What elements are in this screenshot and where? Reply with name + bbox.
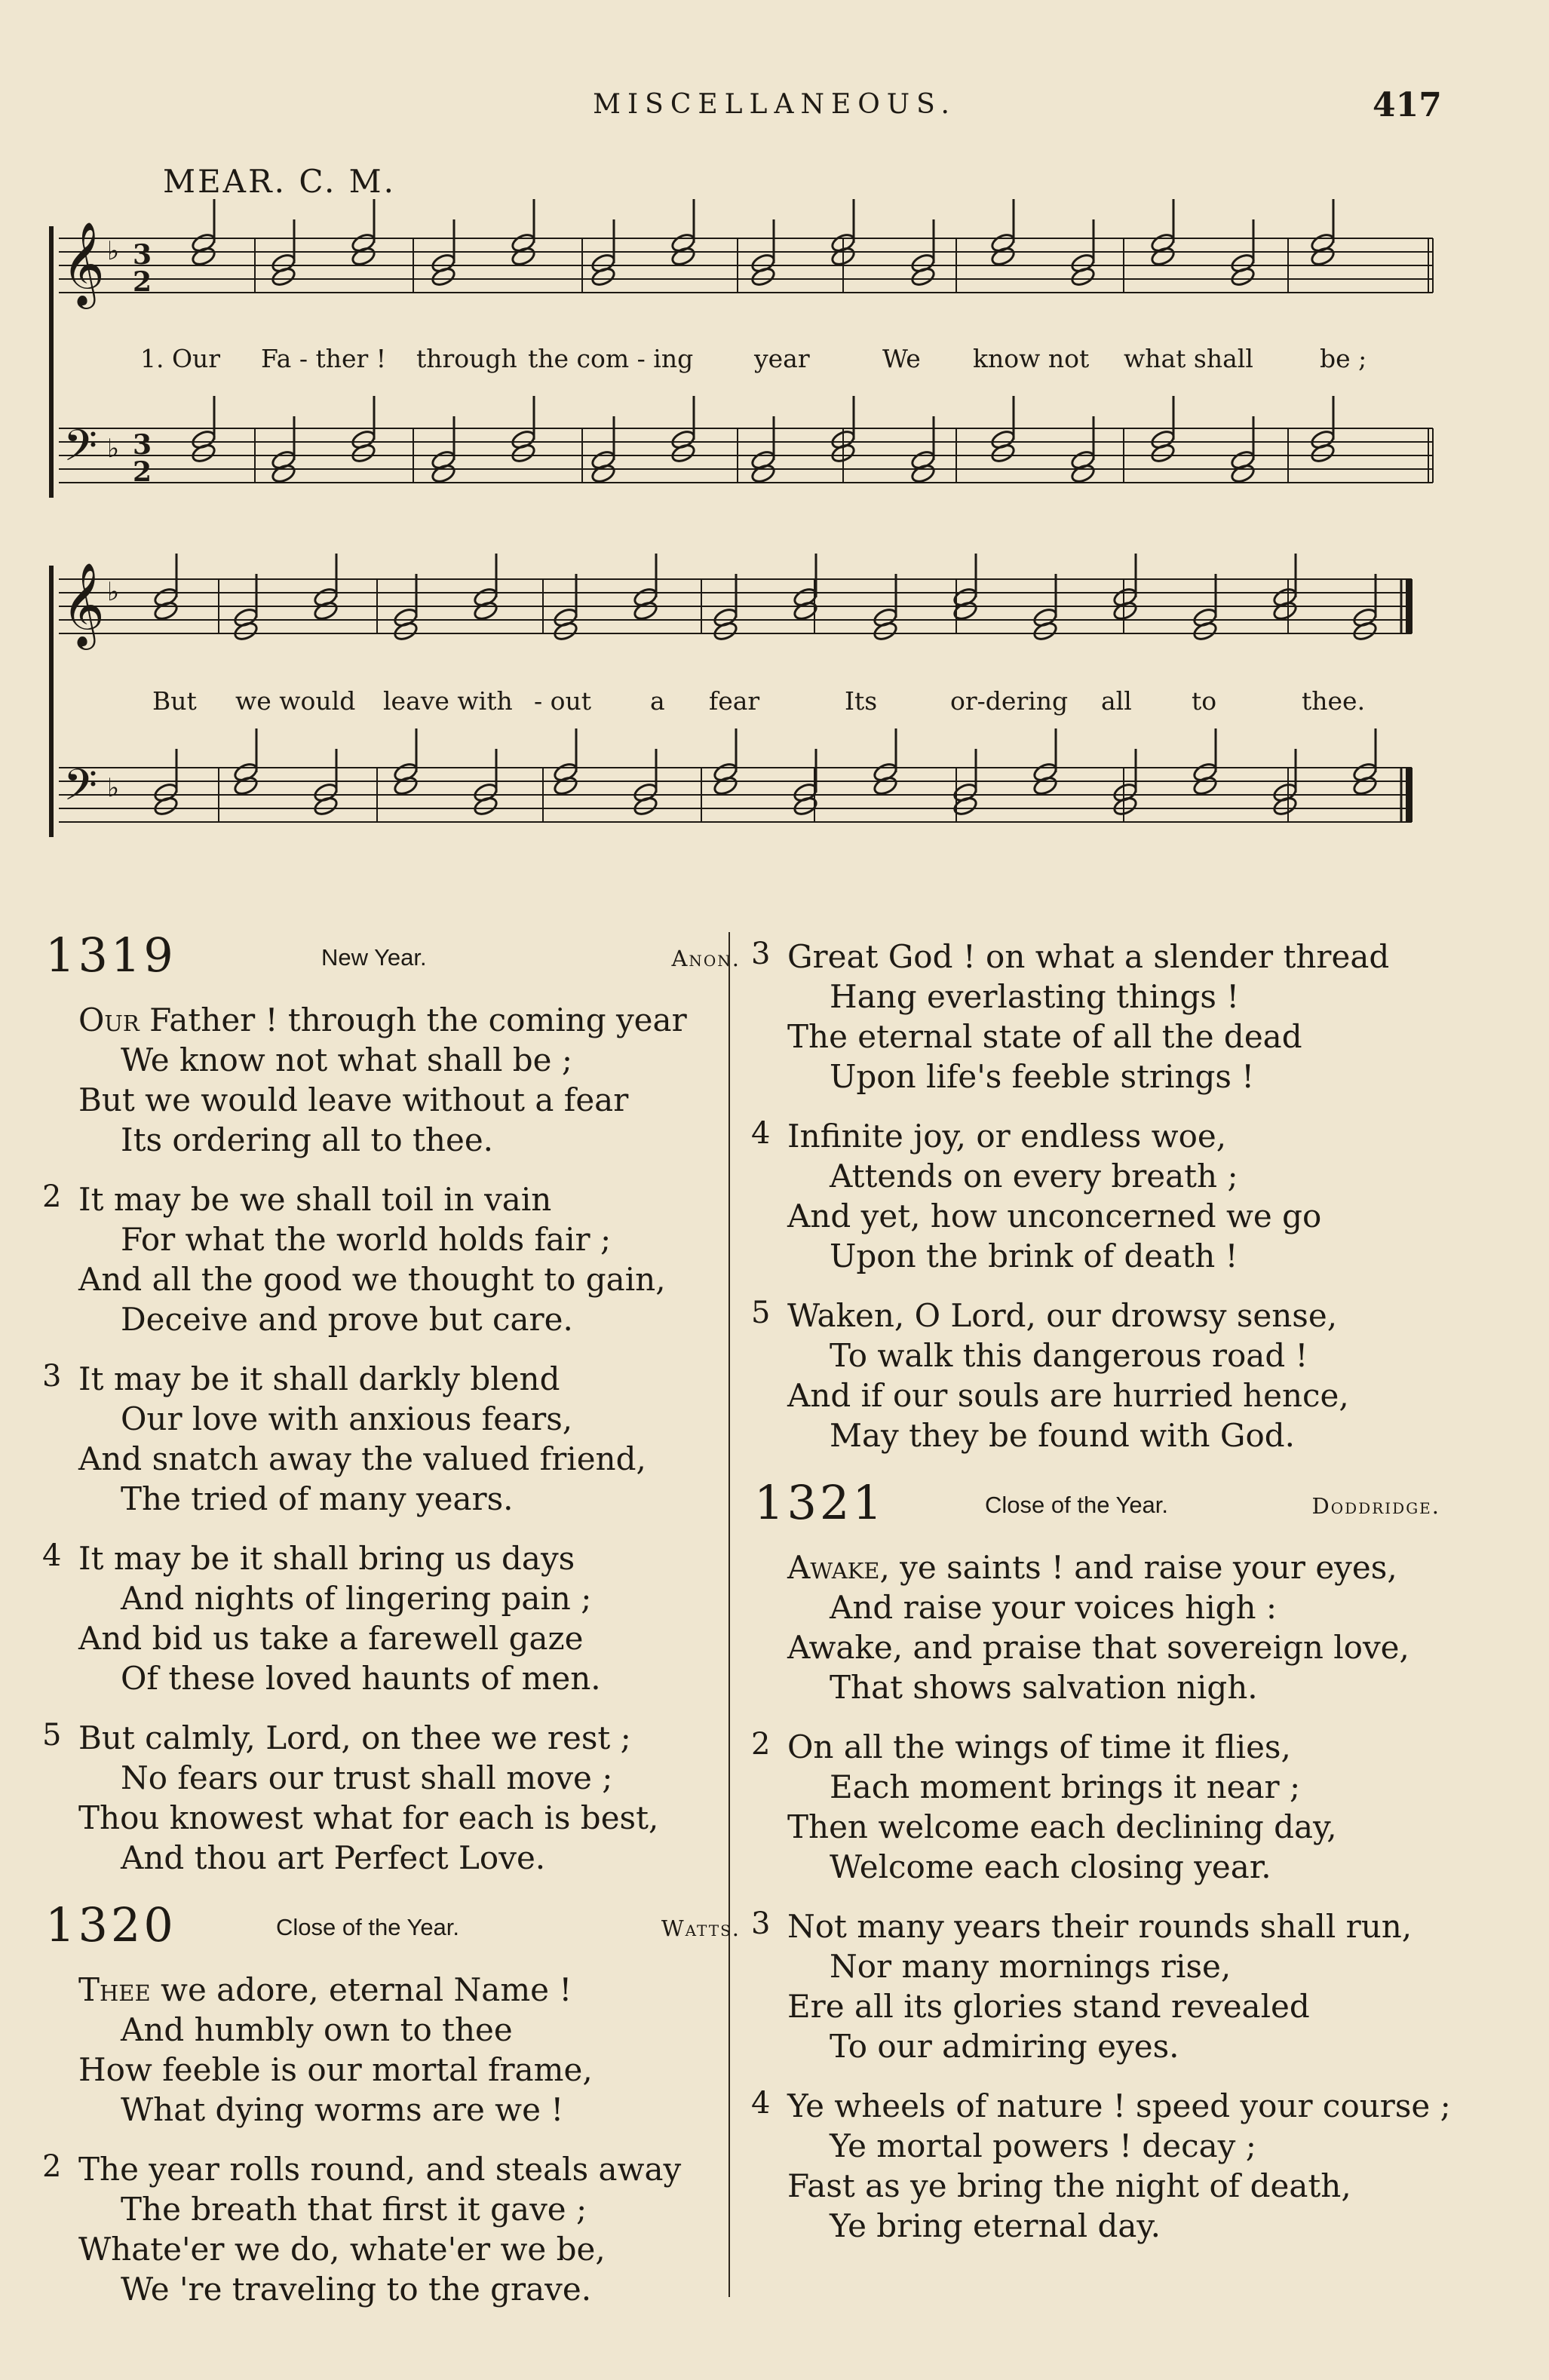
verse-line: For what the world holds fair ;: [121, 1221, 612, 1258]
verse-line: And thou art Perfect Love.: [121, 1839, 546, 1876]
verse-line: Upon life's feeble strings !: [830, 1058, 1255, 1095]
verse-line: Upon the brink of death !: [830, 1238, 1238, 1274]
time-signature-bottom: 2: [133, 456, 152, 488]
lyric-syllable: to: [1192, 686, 1217, 716]
verse-line: Its ordering all to thee.: [121, 1121, 494, 1158]
verse-line: We 're traveling to the grave.: [121, 2271, 592, 2308]
verse-line: The eternal state of all the dead: [787, 1018, 1302, 1055]
lyric-syllable: Fa - ther !: [261, 344, 387, 373]
lyric-syllable: through: [416, 344, 517, 373]
lyric-syllable: leave with: [383, 686, 513, 716]
lyric-syllable: or-dering: [950, 686, 1069, 716]
verse-line: Awake, ye saints ! and raise your eyes,: [787, 1549, 1397, 1586]
verse-line: But calmly, Lord, on thee we rest ;: [78, 1719, 631, 1756]
stanza-number: 4: [751, 1116, 771, 1151]
stanza-number: 5: [42, 1718, 62, 1753]
verse-line: Fast as ye bring the night of death,: [787, 2167, 1351, 2204]
lyric-syllable: thee.: [1302, 686, 1366, 716]
hymn-occasion: Close of the Year.: [985, 1492, 1169, 1518]
stanza: [751, 1906, 1460, 2066]
verse-line: What dying worms are we !: [121, 2091, 564, 2128]
stanza: [42, 1538, 751, 1698]
time-signature-bottom: 2: [133, 266, 152, 298]
verse-line: That shows salvation nigh.: [830, 1669, 1258, 1706]
stanza-number: 4: [42, 1538, 62, 1573]
stanza-number: 2: [751, 1727, 771, 1762]
verse-line: And humbly own to thee: [121, 2011, 513, 2048]
hymn-1320-continued: [751, 937, 1460, 1455]
verse-line: And if our souls are hurried hence,: [787, 1377, 1349, 1414]
verse-line: The tried of many years.: [121, 1480, 514, 1517]
right-column: [751, 937, 1460, 2265]
first-word: Thee: [78, 1971, 151, 2008]
verse-line: And nights of lingering pain ;: [121, 1580, 592, 1617]
verse-line: To walk this dangerous road !: [830, 1337, 1308, 1374]
first-word: Our: [78, 1001, 140, 1038]
verse-line: Thou knowest what for each is best,: [78, 1799, 659, 1836]
time-signature-top: 3: [133, 239, 152, 271]
hymn-number: 1320: [45, 1897, 176, 1952]
lyric-syllable: be ;: [1320, 344, 1367, 373]
hymn-1321: [751, 1475, 1460, 2246]
verse-line: How feeble is our mortal frame,: [78, 2051, 593, 2088]
verse-line: But we would leave without a fear: [78, 1081, 629, 1118]
verse-line: And snatch away the valued friend,: [78, 1440, 646, 1477]
hymn-author: Doddridge.: [1311, 1493, 1440, 1519]
stanza-number: 4: [751, 2086, 771, 2121]
key-flat-icon: ♭: [107, 236, 120, 266]
stanza: [751, 1547, 1460, 1707]
lyrics-line-1: [0, 344, 1549, 382]
first-word: Awake,: [787, 1549, 890, 1586]
verse-line: Welcome each closing year.: [830, 1848, 1271, 1885]
stanza-number: 3: [751, 1906, 771, 1941]
stanza: [751, 937, 1460, 1096]
verse-line: And bid us take a farewell gaze: [78, 1620, 584, 1657]
verse-line: Ye bring eternal day.: [830, 2207, 1161, 2244]
stanza: [42, 1359, 751, 1519]
lyric-syllable: fear: [709, 686, 760, 716]
hymn-author: Watts.: [661, 1915, 741, 1941]
verse-line: Hang everlasting things !: [830, 978, 1240, 1015]
stanza-number: 3: [42, 1359, 62, 1394]
hymn-occasion: Close of the Year.: [276, 1914, 460, 1940]
lyric-syllable: We: [882, 344, 921, 373]
time-signature-top: 3: [133, 429, 152, 461]
verse-line: Each moment brings it near ;: [830, 1768, 1301, 1805]
verse-line: Great God ! on what a slender thread: [787, 938, 1390, 975]
lyric-syllable: know not: [973, 344, 1090, 373]
verse-line: And all the good we thought to gain,: [78, 1261, 666, 1298]
verse-line: The year rolls round, and steals away: [78, 2151, 682, 2188]
verse-line: Whate'er we do, whate'er we be,: [78, 2231, 606, 2268]
lyric-syllable: But: [152, 686, 197, 716]
verse-line: Then welcome each declining day,: [787, 1808, 1337, 1845]
lyric-syllable: we would: [235, 686, 356, 716]
hymn-header: [42, 928, 751, 1000]
verse-line: Waken, O Lord, our drowsy sense,: [787, 1297, 1338, 1334]
stanza: [42, 2149, 751, 2309]
bass-clef-icon: 𝄢: [63, 759, 98, 821]
stanza: [42, 1000, 751, 1160]
lyrics-line-2: [0, 686, 1549, 724]
bass-clef-icon: 𝄢: [63, 420, 98, 482]
verse-line: Deceive and prove but care.: [121, 1301, 573, 1338]
hymn-header: [42, 1897, 751, 1970]
page-number: 417: [1373, 86, 1442, 124]
lyric-syllable: what shall: [1124, 344, 1253, 373]
stanza: [751, 2086, 1460, 2246]
running-title: MISCELLANEOUS.: [593, 89, 956, 120]
verse-line: May they be found with God.: [830, 1417, 1295, 1454]
final-barline: [1406, 579, 1412, 633]
hymn-number: 1319: [45, 928, 176, 983]
verse-line: Attends on every breath ;: [830, 1158, 1238, 1195]
verse-line: Our love with anxious fears,: [121, 1400, 573, 1437]
hymn-number: 1321: [754, 1475, 885, 1530]
hymn-1319: [42, 928, 751, 1878]
verse-line: No fears our trust shall move ;: [121, 1759, 613, 1796]
verse-line: And raise your voices high :: [830, 1589, 1278, 1626]
music-score: [0, 0, 1549, 890]
verse-line: Awake, and praise that sovereign love,: [787, 1629, 1409, 1666]
verse-line: Infinite joy, or endless woe,: [787, 1118, 1227, 1155]
treble-clef-icon: 𝄞: [62, 221, 105, 305]
verse-line: The breath that first it gave ;: [121, 2191, 587, 2228]
hymn-1320: [42, 1897, 751, 2309]
treble-clef-icon: 𝄞: [62, 562, 105, 646]
verse-line: And yet, how unconcerned we go: [787, 1198, 1322, 1234]
final-barline: [1406, 768, 1412, 822]
verse-line: Thee we adore, eternal Name !: [78, 1971, 572, 2008]
stanza: [751, 1296, 1460, 1455]
verse-line: Ye mortal powers ! decay ;: [830, 2127, 1256, 2164]
lyric-syllable: the com - ing: [528, 344, 694, 373]
lyric-syllable: 1. Our: [140, 344, 221, 373]
stanza: [42, 1718, 751, 1878]
stanza: [42, 1970, 751, 2130]
lyric-syllable: - out: [534, 686, 592, 716]
hymn-occasion: New Year.: [321, 944, 427, 971]
stanza: [751, 1727, 1460, 1887]
stanza-number: 2: [42, 2149, 62, 2184]
verse-line: To our admiring eyes.: [830, 2028, 1179, 2065]
verse-line: It may be we shall toil in vain: [78, 1181, 552, 1218]
verse-line: Ye wheels of nature ! speed your course ;: [787, 2087, 1451, 2124]
stanza: [751, 1116, 1460, 1276]
hymn-header: [751, 1475, 1460, 1547]
verse-line: It may be it shall darkly blend: [78, 1360, 560, 1397]
lyric-syllable: year: [754, 344, 810, 373]
verse-line: On all the wings of time it flies,: [787, 1728, 1291, 1765]
stanza: [42, 1179, 751, 1339]
stanza-number: 2: [42, 1179, 62, 1214]
stanza-number: 3: [751, 937, 771, 971]
verse-line: We know not what shall be ;: [121, 1041, 572, 1078]
stanza-number: 5: [751, 1296, 771, 1330]
hymn-author: Anon.: [671, 946, 741, 971]
left-column: [42, 928, 751, 2329]
verse-line: Not many years their rounds shall run,: [787, 1908, 1413, 1945]
verse-line: It may be it shall bring us days: [78, 1540, 575, 1577]
verse-line: Ere all its glories stand revealed: [787, 1988, 1310, 2025]
verse-line: Our Father ! through the coming year: [78, 1001, 687, 1038]
lyric-syllable: all: [1101, 686, 1132, 716]
key-flat-icon: ♭: [107, 434, 120, 464]
verse-line: Nor many mornings rise,: [830, 1948, 1232, 1985]
lyric-syllable: Its: [845, 686, 878, 716]
key-flat-icon: ♭: [107, 577, 120, 607]
lyric-syllable: a: [650, 686, 665, 716]
key-flat-icon: ♭: [107, 773, 120, 803]
verse-line: Of these loved haunts of men.: [121, 1660, 601, 1697]
tune-title: MEAR. C. M.: [163, 163, 397, 200]
